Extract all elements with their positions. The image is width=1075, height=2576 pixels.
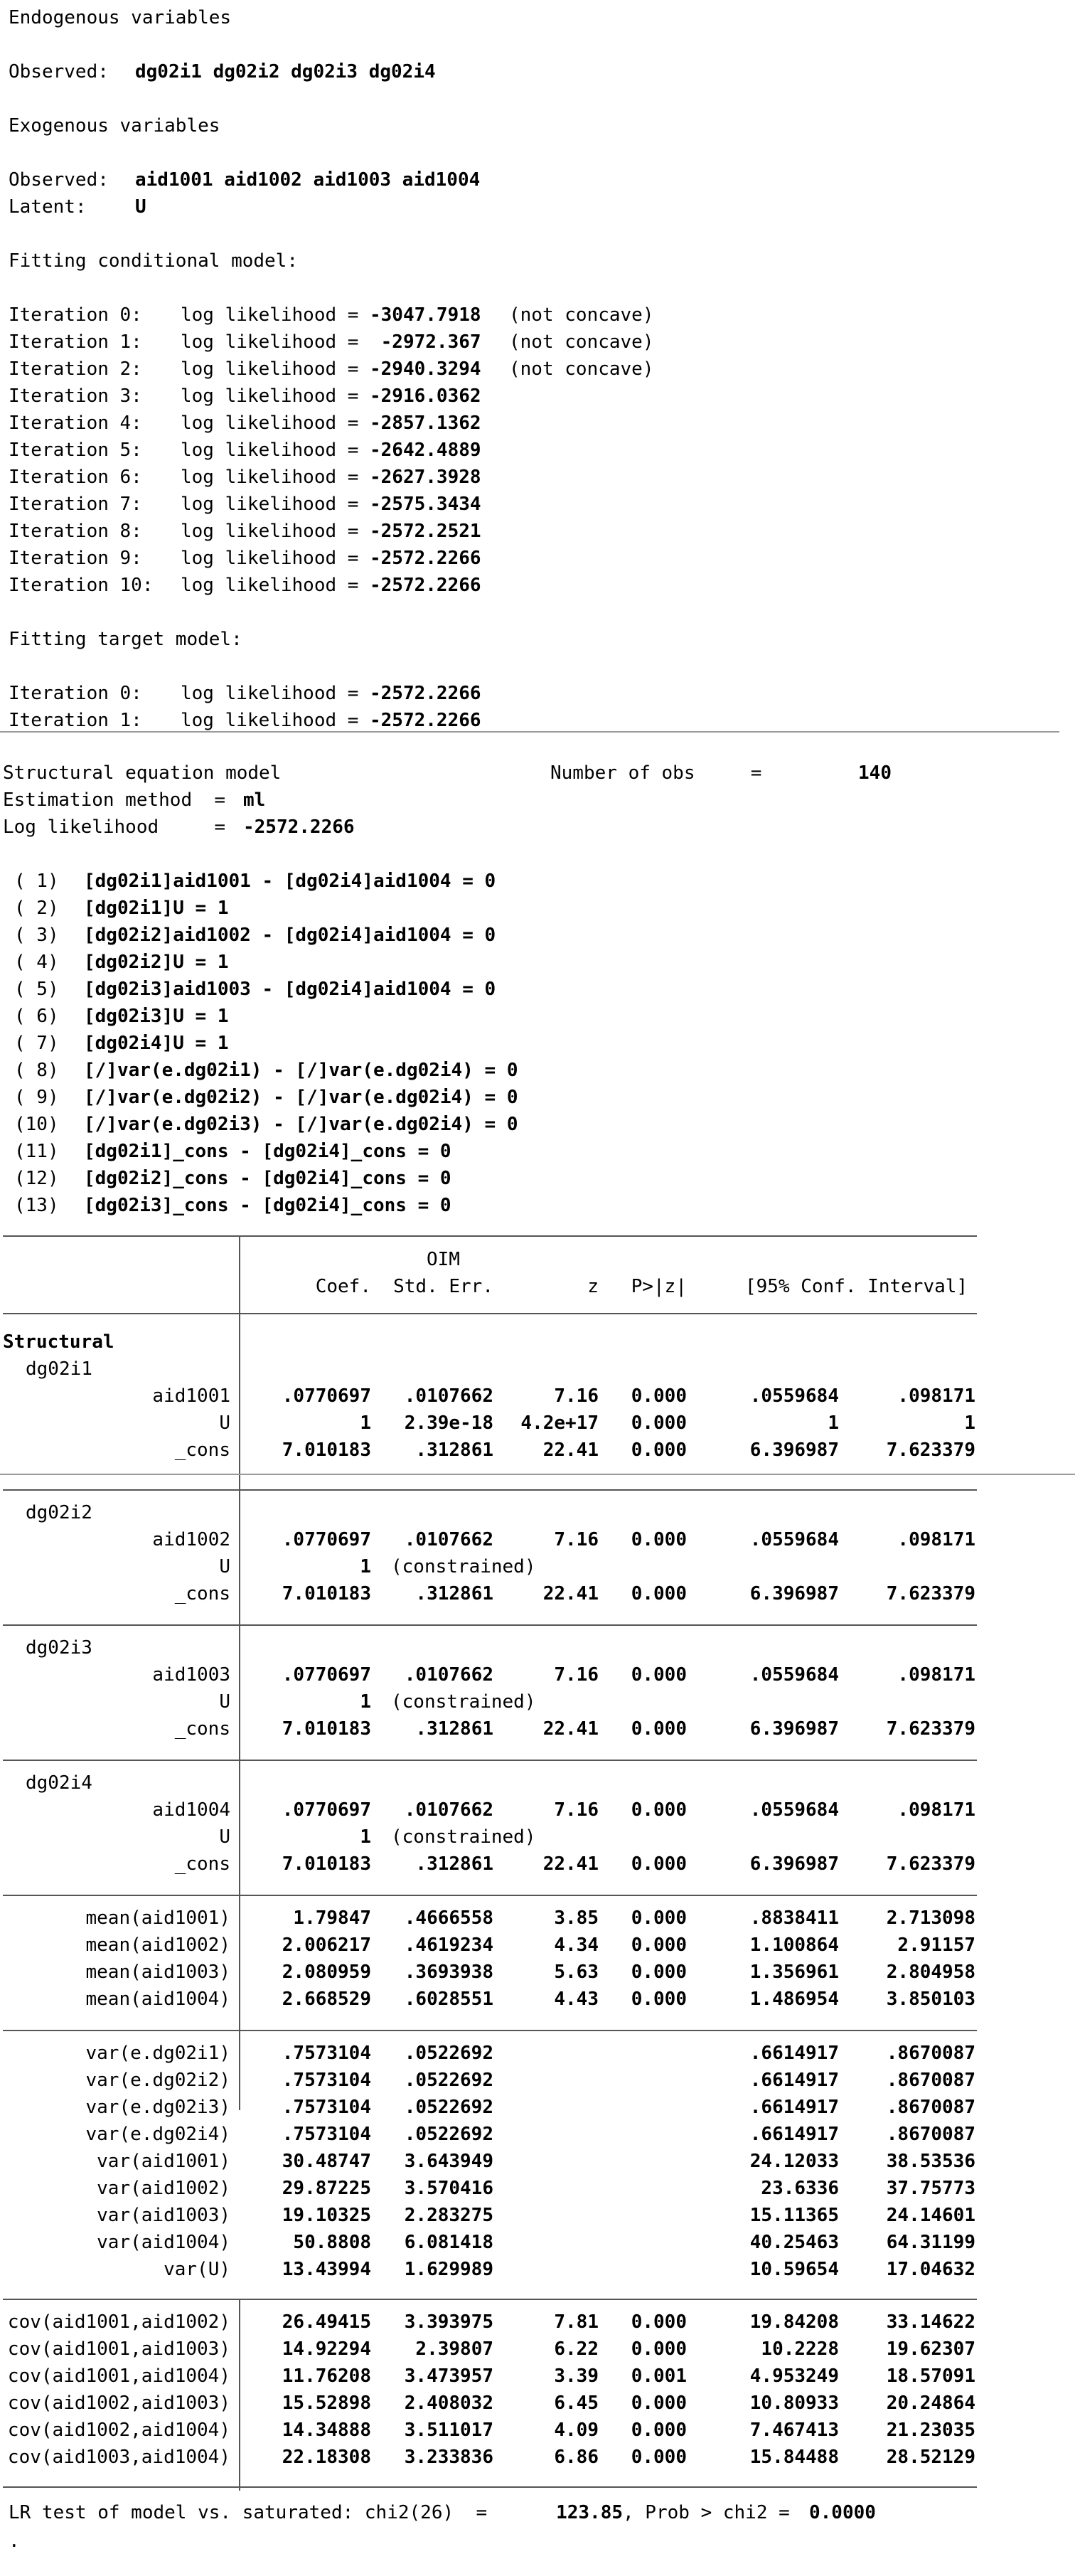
cell-hi: .098171 xyxy=(897,1529,975,1550)
cell-coef: 7.010183 xyxy=(282,1583,371,1604)
table-top-rule xyxy=(3,1235,977,1237)
header-oim: OIM xyxy=(427,1249,460,1270)
iteration-label: Iteration 3: xyxy=(9,385,142,407)
cell-p: 0.000 xyxy=(631,2393,687,2414)
cell-hi: .8670087 xyxy=(886,2124,975,2145)
row-label: var(aid1004) xyxy=(97,2232,230,2253)
cell-se: 2.39e-18 xyxy=(404,1412,493,1434)
cell-se: 3.511017 xyxy=(404,2420,493,2441)
cell-coef: 30.48747 xyxy=(282,2151,371,2172)
cell-z: 4.43 xyxy=(554,1989,599,2010)
row-label: U xyxy=(219,1412,230,1434)
cell-hi: 1 xyxy=(964,1412,975,1434)
iteration-value: -2916.0362 xyxy=(370,385,481,407)
iteration-text: log likelihood = xyxy=(181,440,359,461)
cell-z: 3.85 xyxy=(554,1907,599,1929)
cell-lo: 6.396987 xyxy=(749,1439,839,1461)
cell-lo: 10.2228 xyxy=(761,2338,839,2360)
cell-se: .0522692 xyxy=(404,2124,493,2145)
cell-z: 4.34 xyxy=(554,1934,599,1956)
cell-coef: 7.010183 xyxy=(282,1439,371,1461)
cell-se: 1.629989 xyxy=(404,2259,493,2280)
cell-se: .0522692 xyxy=(404,2070,493,2091)
header-coef: Coef. xyxy=(315,1276,371,1297)
cell-se: 3.233836 xyxy=(404,2447,493,2468)
endog-observed-label: Observed: xyxy=(9,61,109,83)
cell-lo: .6614917 xyxy=(749,2070,839,2091)
cell-se: .3693938 xyxy=(404,1962,493,1983)
cell-z: 22.41 xyxy=(542,1718,599,1740)
iteration-text: log likelihood = xyxy=(181,331,359,353)
constrained-note: (constrained) xyxy=(391,1826,536,1848)
cell-se: 2.408032 xyxy=(404,2393,493,2414)
iteration-label: Iteration 1: xyxy=(9,710,142,731)
iteration-label: Iteration 9: xyxy=(9,548,142,569)
cell-hi: 2.713098 xyxy=(886,1907,975,1929)
iteration-value: -3047.7918 xyxy=(370,304,481,326)
cell-z: 5.63 xyxy=(554,1962,599,1983)
cell-p: 0.000 xyxy=(631,1529,687,1550)
iteration-value: -2857.1362 xyxy=(370,413,481,434)
constraint-text: [dg02i4]U = 1 xyxy=(84,1033,229,1054)
cell-se: .4619234 xyxy=(404,1934,493,1956)
endogenous-title: Endogenous variables xyxy=(9,7,232,28)
cell-lo: 1.356961 xyxy=(749,1962,839,1983)
cell-lo: 10.80933 xyxy=(749,2393,839,2414)
cell-se: .312861 xyxy=(415,1853,493,1875)
cell-p: 0.000 xyxy=(631,1934,687,1956)
cell-z: 6.22 xyxy=(554,2338,599,2360)
screen-divider xyxy=(0,731,1059,733)
iteration-value: -2572.2266 xyxy=(370,575,481,596)
cell-lo: .0559684 xyxy=(749,1529,839,1550)
cell-z: 7.81 xyxy=(554,2311,599,2333)
exog-vars: aid1001 aid1002 aid1003 aid1004 xyxy=(135,169,481,191)
header-rule xyxy=(3,1313,977,1314)
iteration-text: log likelihood = xyxy=(181,413,359,434)
cell-hi: 38.53536 xyxy=(886,2151,975,2172)
row-label: var(e.dg02i2) xyxy=(85,2070,230,2091)
iteration-text: log likelihood = xyxy=(181,521,359,542)
row-label: var(aid1003) xyxy=(97,2205,230,2226)
cell-coef: 1 xyxy=(360,1826,371,1848)
cell-z: 3.39 xyxy=(554,2365,599,2387)
cell-p: 0.000 xyxy=(631,1385,687,1407)
row-label: mean(aid1004) xyxy=(85,1989,230,2010)
cell-hi: 21.23035 xyxy=(886,2420,975,2441)
row-label: var(aid1001) xyxy=(97,2151,230,2172)
row-label: cov(aid1001,aid1003) xyxy=(7,2338,230,2360)
lr-prob-label: , Prob > chi2 = xyxy=(623,2502,790,2523)
cell-coef: .7573104 xyxy=(282,2124,371,2145)
cell-hi: 7.623379 xyxy=(886,1439,975,1461)
cell-lo: 6.396987 xyxy=(749,1583,839,1604)
cell-z: 4.09 xyxy=(554,2420,599,2441)
cell-p: 0.000 xyxy=(631,2447,687,2468)
command-prompt: . xyxy=(9,2530,20,2552)
loglik-value: -2572.2266 xyxy=(243,816,355,838)
iteration-text: log likelihood = xyxy=(181,467,359,488)
cell-z: 7.16 xyxy=(554,1529,599,1550)
cell-p: 0.000 xyxy=(631,2420,687,2441)
iteration-note: (not concave) xyxy=(509,331,654,353)
iteration-label: Iteration 6: xyxy=(9,467,142,488)
eq-label: dg02i4 xyxy=(26,1772,92,1794)
row-label: cov(aid1002,aid1004) xyxy=(7,2420,230,2441)
constraint-text: [dg02i1]U = 1 xyxy=(84,898,229,919)
cell-z: 22.41 xyxy=(542,1439,599,1461)
constraint-number: ( 9) xyxy=(14,1087,59,1108)
cell-hi: .8670087 xyxy=(886,2070,975,2091)
model-title: Structural equation model xyxy=(3,762,282,784)
cell-lo: .0559684 xyxy=(749,1799,839,1821)
header-ci: [95% Conf. Interval] xyxy=(745,1276,968,1297)
cell-lo: .6614917 xyxy=(749,2124,839,2145)
section-rule xyxy=(3,1895,977,1896)
eq-label: dg02i1 xyxy=(26,1358,92,1380)
cell-z: 6.45 xyxy=(554,2393,599,2414)
cell-lo: 40.25463 xyxy=(749,2232,839,2253)
constraint-number: ( 1) xyxy=(14,871,59,892)
cell-se: .4666558 xyxy=(404,1907,493,1929)
cell-z: 22.41 xyxy=(542,1583,599,1604)
iteration-text: log likelihood = xyxy=(181,385,359,407)
cell-hi: 7.623379 xyxy=(886,1583,975,1604)
loglik-label: Log likelihood = xyxy=(3,816,226,838)
cell-coef: 1 xyxy=(360,1556,371,1577)
cell-se: .0107662 xyxy=(404,1529,493,1550)
row-label: mean(aid1003) xyxy=(85,1962,230,1983)
cell-se: .312861 xyxy=(415,1439,493,1461)
constraint-text: [dg02i3]aid1003 - [dg02i4]aid1004 = 0 xyxy=(84,979,496,1000)
method-label: Estimation method = xyxy=(3,789,226,811)
cell-coef: 50.8808 xyxy=(293,2232,371,2253)
iteration-value: -2972.367 xyxy=(370,331,481,353)
cell-lo: 15.84488 xyxy=(749,2447,839,2468)
eq-label: dg02i2 xyxy=(26,1502,92,1523)
cell-lo: 15.11365 xyxy=(749,2205,839,2226)
iteration-note: (not concave) xyxy=(509,358,654,380)
cell-p: 0.000 xyxy=(631,1962,687,1983)
lr-chi2: 123.85 xyxy=(556,2502,623,2523)
cell-p: 0.000 xyxy=(631,1412,687,1434)
row-label: aid1004 xyxy=(152,1799,230,1821)
row-label: aid1001 xyxy=(152,1385,230,1407)
cell-hi: .098171 xyxy=(897,1385,975,1407)
nobs-label: Number of obs = xyxy=(550,762,762,784)
cell-lo: 1.100864 xyxy=(749,1934,839,1956)
cell-lo: 10.59654 xyxy=(749,2259,839,2280)
iteration-text: log likelihood = xyxy=(181,494,359,515)
cell-lo: 19.84208 xyxy=(749,2311,839,2333)
cell-z: 22.41 xyxy=(542,1853,599,1875)
cell-p: 0.000 xyxy=(631,1989,687,2010)
iteration-value: -2572.2266 xyxy=(370,683,481,704)
row-label: cov(aid1003,aid1004) xyxy=(7,2447,230,2468)
row-label: var(e.dg02i3) xyxy=(85,2097,230,2118)
cell-coef: 1 xyxy=(360,1691,371,1713)
iteration-value: -2572.2266 xyxy=(370,548,481,569)
iteration-label: Iteration 10: xyxy=(9,575,154,596)
iteration-value: -2940.3294 xyxy=(370,358,481,380)
cell-z: 7.16 xyxy=(554,1799,599,1821)
cell-p: 0.000 xyxy=(631,1853,687,1875)
cell-hi: 7.623379 xyxy=(886,1853,975,1875)
cell-p: 0.000 xyxy=(631,1583,687,1604)
row-label: mean(aid1002) xyxy=(85,1934,230,1956)
iteration-text: log likelihood = xyxy=(181,548,359,569)
cell-coef: 11.76208 xyxy=(282,2365,371,2387)
row-label: aid1002 xyxy=(152,1529,230,1550)
nobs-value: 140 xyxy=(858,762,892,784)
eq-rule xyxy=(3,1624,977,1626)
cell-coef: .0770697 xyxy=(282,1799,371,1821)
cell-z: 7.16 xyxy=(554,1664,599,1686)
cell-lo: 23.6336 xyxy=(761,2178,839,2199)
fit-target-title: Fitting target model: xyxy=(9,629,242,650)
cell-lo: .8838411 xyxy=(749,1907,839,1929)
constraint-text: [dg02i1]aid1001 - [dg02i4]aid1004 = 0 xyxy=(84,871,496,892)
fit-conditional-title: Fitting conditional model: xyxy=(9,250,298,272)
iteration-label: Iteration 1: xyxy=(9,331,142,353)
latent-label: Latent: xyxy=(9,196,87,218)
cell-p: 0.000 xyxy=(631,1799,687,1821)
iteration-note: (not concave) xyxy=(509,304,654,326)
cell-coef: 2.080959 xyxy=(282,1962,371,1983)
iteration-text: log likelihood = xyxy=(181,575,359,596)
cell-se: .6028551 xyxy=(404,1989,493,2010)
cell-lo: 1 xyxy=(828,1412,839,1434)
cell-hi: 37.75773 xyxy=(886,2178,975,2199)
cell-z: 7.16 xyxy=(554,1385,599,1407)
row-label: U xyxy=(219,1826,230,1848)
iteration-text: log likelihood = xyxy=(181,304,359,326)
header-p: P>|z| xyxy=(631,1276,687,1297)
cell-coef: .7573104 xyxy=(282,2070,371,2091)
cell-lo: .0559684 xyxy=(749,1385,839,1407)
cell-p: 0.000 xyxy=(631,1664,687,1686)
exogenous-title: Exogenous variables xyxy=(9,115,220,137)
cell-z: 6.86 xyxy=(554,2447,599,2468)
constraint-text: [dg02i2]aid1002 - [dg02i4]aid1004 = 0 xyxy=(84,925,496,946)
cell-coef: 29.87225 xyxy=(282,2178,371,2199)
cell-coef: 7.010183 xyxy=(282,1853,371,1875)
cell-p: 0.000 xyxy=(631,1718,687,1740)
iteration-label: Iteration 0: xyxy=(9,683,142,704)
latent-vars: U xyxy=(135,196,146,218)
row-label: var(aid1002) xyxy=(97,2178,230,2199)
cell-coef: 7.010183 xyxy=(282,1718,371,1740)
cell-hi: 28.52129 xyxy=(886,2447,975,2468)
row-label: aid1003 xyxy=(152,1664,230,1686)
screen-divider xyxy=(0,1474,1075,1475)
constraint-number: ( 3) xyxy=(14,925,59,946)
iteration-value: -2575.3434 xyxy=(370,494,481,515)
cell-se: .0522692 xyxy=(404,2097,493,2118)
row-label: var(e.dg02i1) xyxy=(85,2043,230,2064)
header-z: z xyxy=(587,1276,599,1297)
cell-z: 4.2e+17 xyxy=(520,1412,599,1434)
iteration-value: -2572.2266 xyxy=(370,710,481,731)
header-se: Std. Err. xyxy=(393,1276,493,1297)
method-value: ml xyxy=(243,789,266,811)
cell-hi: 24.14601 xyxy=(886,2205,975,2226)
row-label: U xyxy=(219,1556,230,1577)
table-bottom-rule xyxy=(3,2486,977,2488)
iteration-text: log likelihood = xyxy=(181,683,359,704)
constraint-number: ( 8) xyxy=(14,1060,59,1081)
cell-p: 0.000 xyxy=(631,2338,687,2360)
cell-hi: 3.850103 xyxy=(886,1989,975,2010)
iteration-label: Iteration 7: xyxy=(9,494,142,515)
constraint-text: [/]var(e.dg02i3) - [/]var(e.dg02i4) = 0 xyxy=(84,1114,518,1135)
row-label: cov(aid1001,aid1002) xyxy=(7,2311,230,2333)
cell-se: .312861 xyxy=(415,1583,493,1604)
section-rule xyxy=(3,2299,977,2300)
constraint-text: [/]var(e.dg02i1) - [/]var(e.dg02i4) = 0 xyxy=(84,1060,518,1081)
cell-se: 2.283275 xyxy=(404,2205,493,2226)
constraint-text: [dg02i2]_cons - [dg02i4]_cons = 0 xyxy=(84,1168,451,1189)
iteration-value: -2642.4889 xyxy=(370,440,481,461)
cell-coef: .0770697 xyxy=(282,1529,371,1550)
cell-se: 6.081418 xyxy=(404,2232,493,2253)
section-rule xyxy=(3,2030,977,2031)
cell-se: .312861 xyxy=(415,1718,493,1740)
constraint-number: ( 7) xyxy=(14,1033,59,1054)
row-label: mean(aid1001) xyxy=(85,1907,230,1929)
iteration-text: log likelihood = xyxy=(181,710,359,731)
cell-coef: 14.92294 xyxy=(282,2338,371,2360)
cell-se: .0107662 xyxy=(404,1664,493,1686)
constraint-number: ( 2) xyxy=(14,898,59,919)
cell-coef: 2.006217 xyxy=(282,1934,371,1956)
row-label: _cons xyxy=(174,1583,230,1604)
row-label: cov(aid1001,aid1004) xyxy=(7,2365,230,2387)
constraint-text: [dg02i3]_cons - [dg02i4]_cons = 0 xyxy=(84,1195,451,1216)
constraint-text: [/]var(e.dg02i2) - [/]var(e.dg02i4) = 0 xyxy=(84,1087,518,1108)
iteration-value: -2572.2521 xyxy=(370,521,481,542)
cell-coef: 19.10325 xyxy=(282,2205,371,2226)
cell-hi: .8670087 xyxy=(886,2097,975,2118)
iteration-text: log likelihood = xyxy=(181,358,359,380)
cell-lo: 24.12033 xyxy=(749,2151,839,2172)
iteration-label: Iteration 5: xyxy=(9,440,142,461)
cell-hi: 7.623379 xyxy=(886,1718,975,1740)
cell-hi: 64.31199 xyxy=(886,2232,975,2253)
iteration-label: Iteration 0: xyxy=(9,304,142,326)
constraint-text: [dg02i1]_cons - [dg02i4]_cons = 0 xyxy=(84,1141,451,1162)
endog-vars: dg02i1 dg02i2 dg02i3 dg02i4 xyxy=(135,61,436,83)
row-label: _cons xyxy=(174,1853,230,1875)
cell-se: .0107662 xyxy=(404,1799,493,1821)
cell-lo: 1.486954 xyxy=(749,1989,839,2010)
cell-coef: 26.49415 xyxy=(282,2311,371,2333)
cell-se: 2.39807 xyxy=(415,2338,493,2360)
constraint-number: (11) xyxy=(14,1141,59,1162)
cell-se: .0107662 xyxy=(404,1385,493,1407)
iteration-label: Iteration 8: xyxy=(9,521,142,542)
row-label: cov(aid1002,aid1003) xyxy=(7,2393,230,2414)
cell-lo: 6.396987 xyxy=(749,1853,839,1875)
constraint-number: (10) xyxy=(14,1114,59,1135)
cell-coef: .7573104 xyxy=(282,2097,371,2118)
constraint-number: (12) xyxy=(14,1168,59,1189)
row-label: U xyxy=(219,1691,230,1713)
cell-lo: .0559684 xyxy=(749,1664,839,1686)
cell-lo: 4.953249 xyxy=(749,2365,839,2387)
constraint-number: ( 6) xyxy=(14,1006,59,1027)
cell-lo: 7.467413 xyxy=(749,2420,839,2441)
lr-prob: 0.0000 xyxy=(809,2502,876,2523)
iteration-value: -2627.3928 xyxy=(370,467,481,488)
cell-hi: 19.62307 xyxy=(886,2338,975,2360)
cell-p: 0.000 xyxy=(631,2311,687,2333)
iteration-label: Iteration 4: xyxy=(9,413,142,434)
row-label: var(e.dg02i4) xyxy=(85,2124,230,2145)
cell-p: 0.000 xyxy=(631,1907,687,1929)
cell-lo: .6614917 xyxy=(749,2043,839,2064)
cell-se: 3.393975 xyxy=(404,2311,493,2333)
constraint-text: [dg02i3]U = 1 xyxy=(84,1006,229,1027)
cell-coef: .7573104 xyxy=(282,2043,371,2064)
exog-observed-label: Observed: xyxy=(9,169,109,191)
cell-hi: 2.804958 xyxy=(886,1962,975,1983)
cell-hi: 17.04632 xyxy=(886,2259,975,2280)
cell-coef: 1.79847 xyxy=(293,1907,371,1929)
cell-coef: 2.668529 xyxy=(282,1989,371,2010)
cell-coef: 13.43994 xyxy=(282,2259,371,2280)
constraint-number: ( 4) xyxy=(14,952,59,973)
cell-hi: 20.24864 xyxy=(886,2393,975,2414)
constrained-note: (constrained) xyxy=(391,1556,536,1577)
structural-label: Structural xyxy=(3,1331,114,1353)
eq-rule xyxy=(3,1489,977,1491)
lr-test-label: LR test of model vs. saturated: chi2(26) = xyxy=(9,2502,488,2523)
cell-se: 3.473957 xyxy=(404,2365,493,2387)
cell-se: .0522692 xyxy=(404,2043,493,2064)
cell-lo: 6.396987 xyxy=(749,1718,839,1740)
constrained-note: (constrained) xyxy=(391,1691,536,1713)
eq-label: dg02i3 xyxy=(26,1637,92,1659)
row-label: _cons xyxy=(174,1439,230,1461)
cell-hi: .098171 xyxy=(897,1799,975,1821)
iteration-label: Iteration 2: xyxy=(9,358,142,380)
cell-hi: 33.14622 xyxy=(886,2311,975,2333)
constraint-number: (13) xyxy=(14,1195,59,1216)
cell-coef: 15.52898 xyxy=(282,2393,371,2414)
cell-coef: .0770697 xyxy=(282,1385,371,1407)
row-label: _cons xyxy=(174,1718,230,1740)
cell-coef: 1 xyxy=(360,1412,371,1434)
cell-hi: .8670087 xyxy=(886,2043,975,2064)
constraint-number: ( 5) xyxy=(14,979,59,1000)
constraint-text: [dg02i2]U = 1 xyxy=(84,952,229,973)
cell-se: 3.570416 xyxy=(404,2178,493,2199)
cell-p: 0.000 xyxy=(631,1439,687,1461)
cell-coef: .0770697 xyxy=(282,1664,371,1686)
cell-p: 0.001 xyxy=(631,2365,687,2387)
cell-lo: .6614917 xyxy=(749,2097,839,2118)
cell-coef: 14.34888 xyxy=(282,2420,371,2441)
cell-se: 3.643949 xyxy=(404,2151,493,2172)
cell-coef: 22.18308 xyxy=(282,2447,371,2468)
cell-hi: 2.91157 xyxy=(897,1934,975,1956)
row-label: var(U) xyxy=(164,2259,230,2280)
eq-rule xyxy=(3,1760,977,1761)
cell-hi: .098171 xyxy=(897,1664,975,1686)
cell-hi: 18.57091 xyxy=(886,2365,975,2387)
